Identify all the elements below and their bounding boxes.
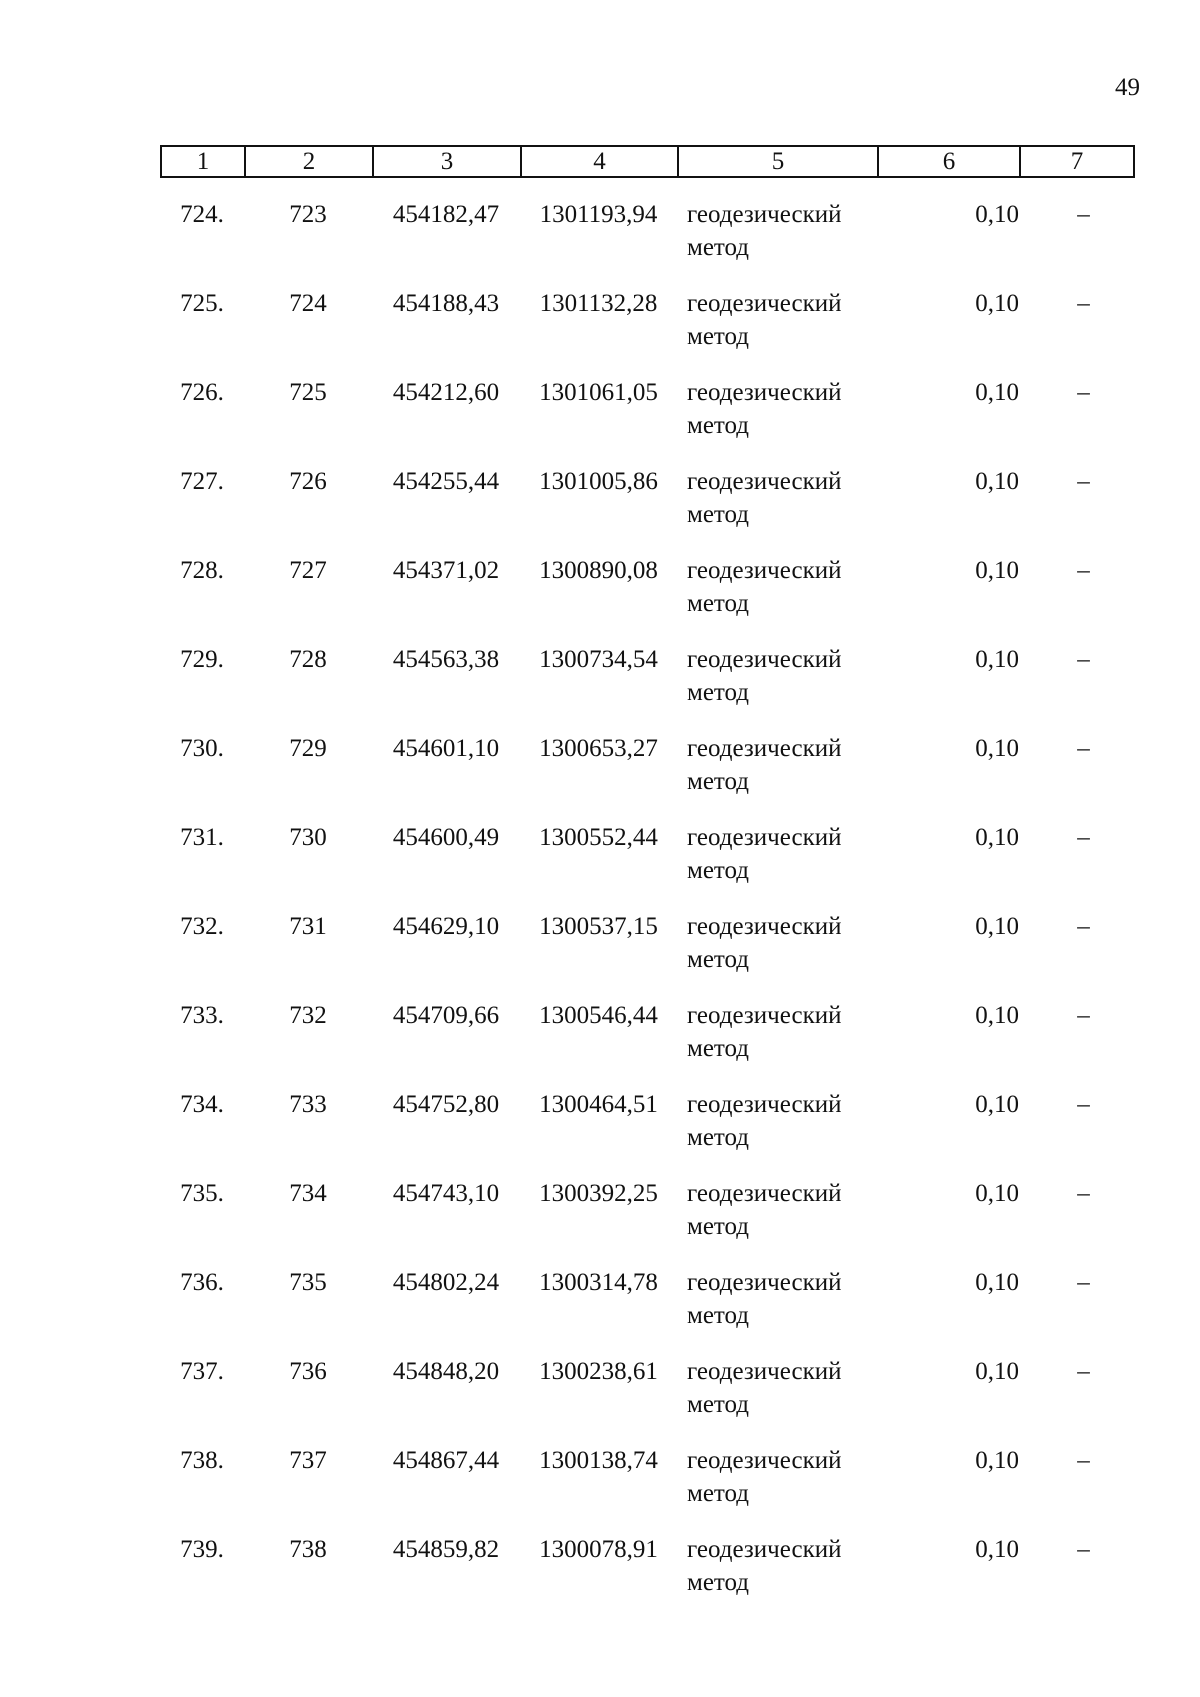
table-row <box>160 1266 1133 1355</box>
table-row <box>160 1355 1133 1444</box>
accuracy-value: 0,10 <box>975 1269 1019 1296</box>
method-text: геодезический метод <box>687 913 842 973</box>
page-number: 49 <box>1115 74 1140 101</box>
note-dash: – <box>1077 290 1090 317</box>
point-id: 737 <box>289 1447 327 1474</box>
method-text: геодезический метод <box>687 735 842 795</box>
table-row <box>160 910 1133 999</box>
accuracy-value: 0,10 <box>975 290 1019 317</box>
coordinate-y: 1300464,51 <box>539 1091 658 1118</box>
row-number: 730. <box>180 735 224 762</box>
coordinate-x: 454848,20 <box>392 1358 500 1385</box>
accuracy-value: 0,10 <box>975 468 1019 495</box>
table-row <box>160 376 1133 465</box>
coordinate-y: 1300653,27 <box>539 735 658 762</box>
table-row <box>160 821 1133 910</box>
row-number: 732. <box>180 913 224 940</box>
table-row <box>160 1444 1133 1533</box>
note-dash: – <box>1077 1002 1090 1029</box>
row-number: 739. <box>180 1536 224 1563</box>
note-dash: – <box>1077 1091 1090 1118</box>
method-text: геодезический метод <box>687 646 842 706</box>
coordinate-x: 454371,02 <box>392 557 500 584</box>
table-row <box>160 1533 1133 1622</box>
row-number: 729. <box>180 646 224 673</box>
coordinate-x: 454563,38 <box>392 646 500 673</box>
method-text: геодезический метод <box>687 1091 842 1151</box>
method-text: геодезический метод <box>687 557 842 617</box>
accuracy-value: 0,10 <box>975 1447 1019 1474</box>
accuracy-value: 0,10 <box>975 1180 1019 1207</box>
note-dash: – <box>1077 1180 1090 1207</box>
table-row <box>160 1088 1133 1177</box>
column-header-3: 3 <box>373 146 521 177</box>
point-id: 730 <box>289 824 327 851</box>
note-dash: – <box>1077 379 1090 406</box>
method-text: геодезический метод <box>687 1002 842 1062</box>
accuracy-value: 0,10 <box>975 1536 1019 1563</box>
table-row <box>160 999 1133 1088</box>
coordinate-y: 1300138,74 <box>539 1447 658 1474</box>
method-text: геодезический метод <box>687 468 842 528</box>
accuracy-value: 0,10 <box>975 646 1019 673</box>
coordinate-y: 1300552,44 <box>539 824 658 851</box>
coordinate-x: 454601,10 <box>392 735 500 762</box>
accuracy-value: 0,10 <box>975 913 1019 940</box>
row-number: 726. <box>180 379 224 406</box>
row-number: 738. <box>180 1447 224 1474</box>
table-row <box>160 198 1133 287</box>
coordinate-x: 454743,10 <box>392 1180 500 1207</box>
note-dash: – <box>1077 1269 1090 1296</box>
header-row <box>161 146 1134 177</box>
accuracy-value: 0,10 <box>975 1091 1019 1118</box>
point-id: 734 <box>289 1180 327 1207</box>
coordinate-y: 1300078,91 <box>539 1536 658 1563</box>
table-header <box>160 145 1135 178</box>
coordinate-x: 454629,10 <box>392 913 500 940</box>
note-dash: – <box>1077 913 1090 940</box>
point-id: 725 <box>289 379 327 406</box>
row-number: 728. <box>180 557 224 584</box>
coordinate-y: 1300537,15 <box>539 913 658 940</box>
point-id: 726 <box>289 468 327 495</box>
coordinate-y: 1300238,61 <box>539 1358 658 1385</box>
coordinate-y: 1301193,94 <box>539 201 658 228</box>
coordinate-y: 1300734,54 <box>539 646 658 673</box>
coordinate-y: 1300392,25 <box>539 1180 658 1207</box>
note-dash: – <box>1077 824 1090 851</box>
column-header-2: 2 <box>245 146 373 177</box>
method-text: геодезический метод <box>687 1180 842 1240</box>
table-row <box>160 465 1133 554</box>
accuracy-value: 0,10 <box>975 1002 1019 1029</box>
column-header-4: 4 <box>521 146 678 177</box>
coordinate-x: 454752,80 <box>392 1091 500 1118</box>
coordinate-y: 1301005,86 <box>539 468 658 495</box>
coordinate-x: 454867,44 <box>392 1447 500 1474</box>
coordinate-x: 454188,43 <box>392 290 500 317</box>
accuracy-value: 0,10 <box>975 824 1019 851</box>
method-text: геодезический метод <box>687 1358 842 1418</box>
point-id: 731 <box>289 913 327 940</box>
note-dash: – <box>1077 1536 1090 1563</box>
row-number: 733. <box>180 1002 224 1029</box>
point-id: 723 <box>289 201 327 228</box>
row-number: 737. <box>180 1358 224 1385</box>
table-body <box>160 198 1133 1622</box>
point-id: 728 <box>289 646 327 673</box>
accuracy-value: 0,10 <box>975 735 1019 762</box>
row-number: 734. <box>180 1091 224 1118</box>
method-text: геодезический метод <box>687 290 842 350</box>
note-dash: – <box>1077 735 1090 762</box>
table-row <box>160 287 1133 376</box>
table-row <box>160 1177 1133 1266</box>
column-header-6: 6 <box>878 146 1020 177</box>
accuracy-value: 0,10 <box>975 557 1019 584</box>
coordinate-y: 1300890,08 <box>539 557 658 584</box>
coordinate-x: 454600,49 <box>392 824 500 851</box>
accuracy-value: 0,10 <box>975 379 1019 406</box>
table-row <box>160 732 1133 821</box>
point-id: 738 <box>289 1536 327 1563</box>
column-header-5: 5 <box>678 146 878 177</box>
coordinate-x: 454182,47 <box>392 201 500 228</box>
coordinate-y: 1301132,28 <box>539 290 658 317</box>
coordinate-x: 454212,60 <box>392 379 500 406</box>
coordinate-x: 454255,44 <box>392 468 500 495</box>
coordinate-x: 454709,66 <box>392 1002 500 1029</box>
row-number: 735. <box>180 1180 224 1207</box>
point-id: 736 <box>289 1358 327 1385</box>
point-id: 733 <box>289 1091 327 1118</box>
coordinate-x: 454859,82 <box>392 1536 500 1563</box>
coordinate-y: 1300546,44 <box>539 1002 658 1029</box>
point-id: 735 <box>289 1269 327 1296</box>
method-text: геодезический метод <box>687 824 842 884</box>
note-dash: – <box>1077 557 1090 584</box>
method-text: геодезический метод <box>687 379 842 439</box>
method-text: геодезический метод <box>687 1447 842 1507</box>
row-number: 725. <box>180 290 224 317</box>
table-row <box>160 554 1133 643</box>
table-row <box>160 643 1133 732</box>
accuracy-value: 0,10 <box>975 201 1019 228</box>
method-text: геодезический метод <box>687 201 842 261</box>
point-id: 727 <box>289 557 327 584</box>
note-dash: – <box>1077 646 1090 673</box>
point-id: 732 <box>289 1002 327 1029</box>
coordinate-y: 1301061,05 <box>539 379 658 406</box>
accuracy-value: 0,10 <box>975 1358 1019 1385</box>
column-header-7: 7 <box>1020 146 1134 177</box>
method-text: геодезический метод <box>687 1536 842 1596</box>
row-number: 727. <box>180 468 224 495</box>
row-number: 724. <box>180 201 224 228</box>
coordinate-y: 1300314,78 <box>539 1269 658 1296</box>
note-dash: – <box>1077 1447 1090 1474</box>
row-number: 736. <box>180 1269 224 1296</box>
note-dash: – <box>1077 468 1090 495</box>
coordinate-x: 454802,24 <box>392 1269 500 1296</box>
method-text: геодезический метод <box>687 1269 842 1329</box>
point-id: 729 <box>289 735 327 762</box>
point-id: 724 <box>289 290 327 317</box>
column-header-1: 1 <box>161 146 245 177</box>
row-number: 731. <box>180 824 224 851</box>
note-dash: – <box>1077 201 1090 228</box>
note-dash: – <box>1077 1358 1090 1385</box>
